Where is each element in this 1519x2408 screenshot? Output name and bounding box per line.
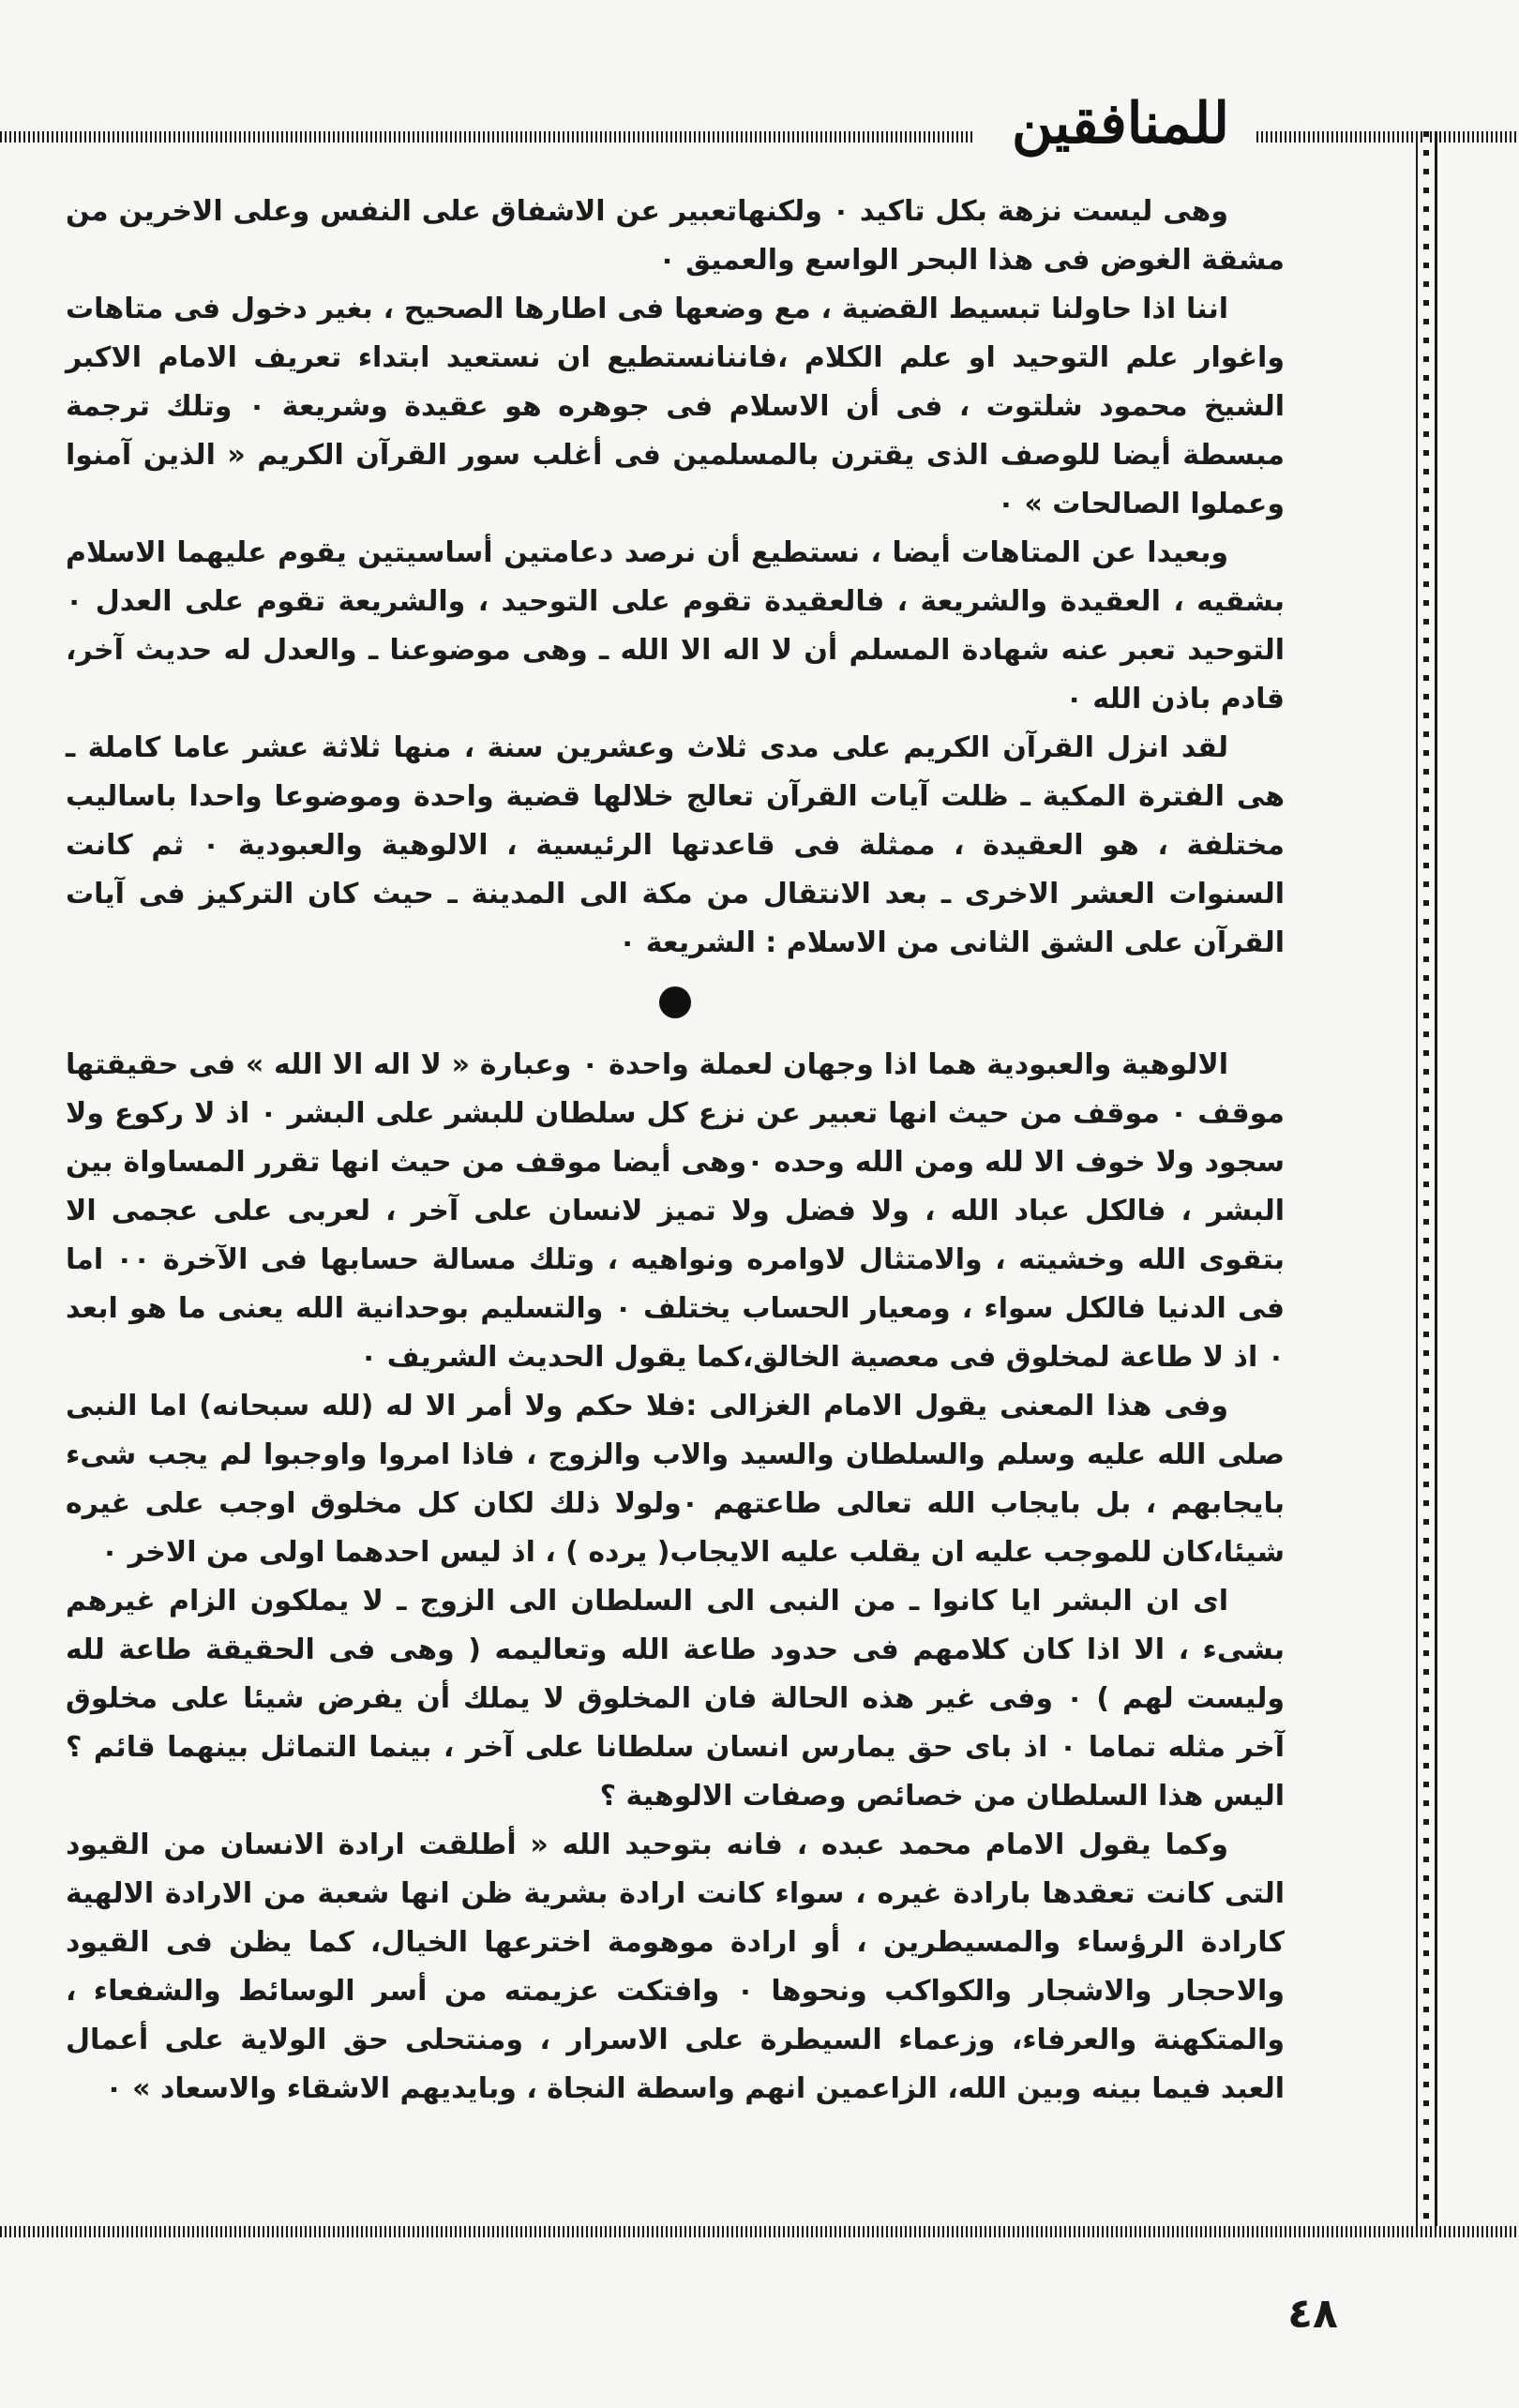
- section-separator-dot: [659, 986, 691, 1018]
- page-number: ٤٨: [1287, 2290, 1338, 2338]
- paragraph: لقد انزل القرآن الكريم على مدى ثلاث وعشرين سنة ، منها ثلاثة عشر عاما كاملة ـ هى الفترة المكية ـ ظلت آيات القرآن تعالج خلالها قضية واحدة وموضوعا واحدا باساليب مختلفة ، هو العقيدة ، ممثلة فى قاعدتها الرئيسية ، الالوهية والعبودية ٠ ثم كانت السنوات العشر الاخرى ـ بعد الانتقال من مكة الى المدينة ـ حيث كان التركيز فى آيات القرآن على الشق الثانى من الاسلام : الشريعة ٠: [66, 731, 1285, 959]
- paragraph: وبعيدا عن المتاهات أيضا ، نستطيع أن نرصد دعامتين أساسيتين يقوم عليهما الاسلام بشقيه ، العقيدة والشريعة ، فالعقيدة تقوم على التوحيد ، والشريعة تقوم على العدل ٠ التوحيد تعبر عنه شهادة المسلم أن لا اله الا الله ـ وهى موضوعنا ـ والعدل له حديث آخر، قادم باذن الله ٠: [66, 536, 1285, 715]
- top-border: [0, 131, 1519, 143]
- paragraph: وهى ليست نزهة بكل تاكيد ٠ ولكنهاتعبير عن الاشفاق على النفس وعلى الاخرين من مشقة الغوض فى هذا البحر الواسع والعميق ٠: [66, 195, 1285, 277]
- article-body: [66, 188, 1285, 2114]
- paragraph: اى ان البشر ايا كانوا ـ من النبى الى السلطان الى الزوج ـ لا يملكون الزام غيرهم بشىء ، الا اذا كان كلامهم فى حدود طاعة الله وتعاليمه ( وهى فى الحقيقة طاعة لله وليست لهم ) ٠ وفى غير هذه الحالة فان المخلوق لا يملك أن يفرض شيئا على مخلوق آخر مثله تماما ٠ اذ باى حق يمارس انسان سلطانا على آخر ، بينما التماثل بينهما قائم ؟ اليس هذا السلطان من خصائص وصفات الالوهية ؟: [66, 1585, 1286, 1813]
- paragraph: وفى هذا المعنى يقول الامام الغزالى :فلا حكم ولا أمر الا له (لله سبحانه) اما النبى صلى الله عليه وسلم والسلطان والسيد والاب والزوج ، فاذا امروا واوجبوا لم يجب شىء بايجابهم ، بل بايجاب الله تعالى طاعتهم ٠ولولا ذلك لكان كل مخلوق اوجب على غيره شيئا،كان للموجب عليه ان يقلب عليه الايجاب( يرده ) ، اذ ليس احدهما اولى من الاخر ٠: [66, 1390, 1285, 1569]
- paragraph: وكما يقول الامام محمد عبده ، فانه بتوحيد الله « أطلقت ارادة الانسان من القيود التى كانت تعقدها بارادة غيره ، سواء كانت ارادة بشرية ظن انها شعبة من الارادة الالهية كارادة الرؤساء والمسيطرين ، أو ارادة موهومة اخترعها الخيال، كما يظن فى القيود والاحجار والاشجار والكواكب ونحوها ٠ وافتكت عزيمته من أسر الوسائط والشفعاء ، والمتكهنة والعرفاء، وزعماء السيطرة على الاسرار ، ومنتحلى حق الولاية على أعمال العبد فيما بينه وبين الله، الزاعمين انهم واسطة النجاة ، وبايديهم الاشقاء والاسعاد » ٠: [66, 1829, 1285, 2105]
- paragraph: اننا اذا حاولنا تبسيط القضية ، مع وضعها فى اطارها الصحيح ، بغير دخول فى متاهات واغوار علم التوحيد او علم الكلام ،فاننانستطيع ان نستعيد ابتداء تعريف الامام الاكبر الشيخ محمود شلتوت ، فى أن الاسلام فى جوهره هو عقيدة وشريعة ٠ وتلك ترجمة مبسطة أيضا للوصف الذى يقترن بالمسلمين فى أغلب سور القرآن الكريم « الذين آمنوا وعملوا الصالحات » ٠: [66, 293, 1285, 520]
- right-border: [1416, 131, 1437, 2226]
- paragraph: الالوهية والعبودية هما اذا وجهان لعملة واحدة ٠ وعبارة « لا اله الا الله » فى حقيقتها موقف ٠ موقف من حيث انها تعبير عن نزع كل سلطان للبشر على البشر ٠ اذ لا ركوع ولا سجود ولا خوف الا لله ومن الله وحده ٠وهى أيضا موقف من حيث انها تقرر المساواة بين البشر ، فالكل عباد الله ، ولا فضل ولا تميز لانسان على آخر ، لعربى على عجمى الا بتقوى الله وخشيته ، والامتثال لاوامره ونواهيه ، وتلك مسالة حسابها فى الآخرة ٠٠ اما فى الدنيا فالكل سواء ، ومعيار الحساب يختلف ٠ والتسليم بوحدانية الله يعنى ما هو ابعد ٠ اذ لا طاعة لمخلوق فى معصية الخالق،كما يقول الحديث الشريف ٠: [66, 1048, 1285, 1374]
- bottom-border: [0, 2226, 1519, 2237]
- magazine-logo: للمنافقين: [1011, 91, 1230, 157]
